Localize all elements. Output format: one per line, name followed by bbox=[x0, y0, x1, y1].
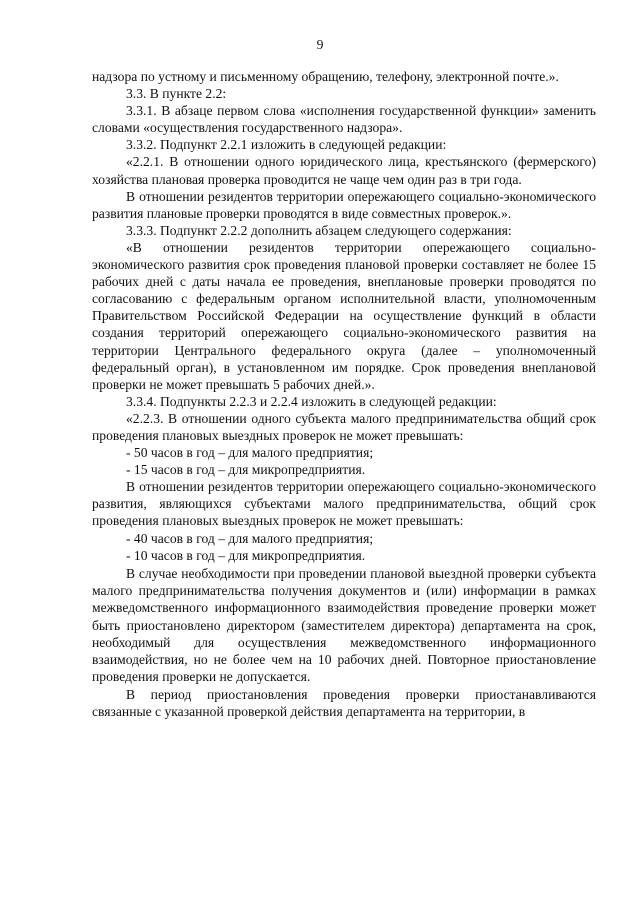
paragraph: 3.3.2. Подпункт 2.2.1 изложить в следующей редакции: bbox=[126, 137, 447, 153]
paragraph: 3.3.4. Подпункты 2.2.3 и 2.2.4 изложить в следующей редакции: bbox=[126, 393, 497, 409]
document-body bbox=[92, 68, 596, 721]
paragraph: В случае необходимости при проведении плановой выездной проверки субъекта малого предпринимательства получения документов и (или) информации в рамках межведомственного информационного взаимодействия проведение проверки может быть приостановлено директором (заместителем директора) департамента на срок, необходимый для осуществления межведомственного информационного взаимодействия, но не более чем на 10 рабочих дней. Повторное приостановление проведения проверки не допускается. bbox=[92, 566, 596, 684]
paragraph: «2.2.3. В отношении одного субъекта малого предпринимательства общий срок проведения плановых выездных проверок не может превышать: bbox=[92, 410, 596, 443]
paragraph: 3.3. В пункте 2.2: bbox=[126, 86, 227, 102]
paragraph: 3.3.1. В абзаце первом слова «исполнения государственной функции» заменить словами «осуществления государственного надзора». bbox=[92, 103, 596, 136]
paragraph: В отношении резидентов территории опережающего социально-экономического развития, являющихся субъектами малого предпринимательства, общий срок проведения плановых выездных проверок не может превышать: bbox=[92, 479, 596, 529]
paragraph: «В отношении резидентов территории опережающего социально-экономического развития срок проведения плановой проверки составляет не более 15 рабочих дней с даты начала ее проведения, внеплановые проверки проводятся по согласованию с федеральным органом исполнительной власти, уполномоченным Правительством Российской Федерации на осуществление функций в области создания территорий опережающего социально-экономического развития на территории Центрального федерального округа (далее – уполномоченный федеральный орган), в установленном им порядке. Срок проведения внеплановой проверки не может превышать 5 рабочих дней.». bbox=[92, 239, 596, 392]
list-item: - 50 часов в год – для малого предприятия; bbox=[126, 445, 374, 461]
paragraph: В период приостановления проведения проверки приостанавливаются связанные с указанной проверкой действия департамента на территории, в bbox=[92, 687, 596, 720]
list-item: - 15 часов в год – для микропредприятия. bbox=[126, 462, 366, 478]
page-number: 9 bbox=[316, 37, 324, 52]
list-item: - 10 часов в год – для микропредприятия. bbox=[126, 547, 366, 563]
paragraph: надзора по устному и письменному обращению, телефону, электронной почте.». bbox=[92, 69, 559, 84]
paragraph: 3.3.3. Подпункт 2.2.2 дополнить абзацем следующего содержания: bbox=[126, 222, 512, 238]
paragraph: «2.2.1. В отношении одного юридического лица, крестьянского (фермерского) хозяйства плановая проверка проводится не чаще чем один раз в три года. bbox=[92, 154, 596, 187]
list-item: - 40 часов в год – для малого предприятия; bbox=[126, 530, 374, 546]
paragraph: В отношении резидентов территории опережающего социально-экономического развития плановые проверки проводятся в виде совместных проверок.». bbox=[92, 188, 596, 221]
